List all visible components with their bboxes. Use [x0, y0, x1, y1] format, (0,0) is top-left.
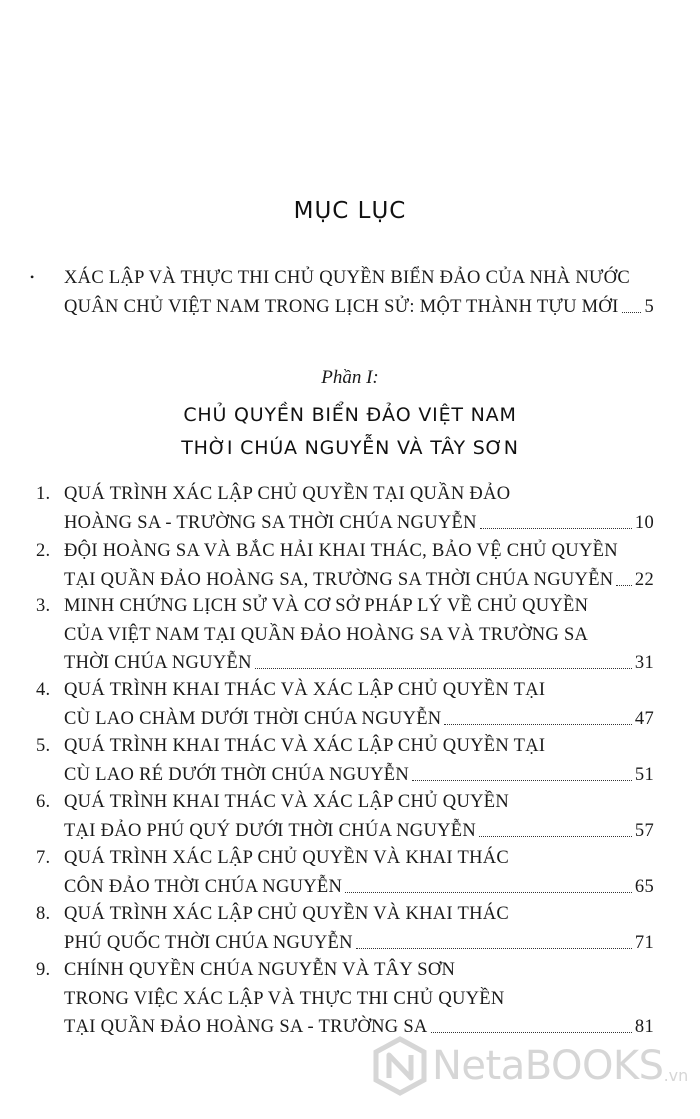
entry-line: QUÁ TRÌNH XÁC LẬP CHỦ QUYỀN VÀ KHAI THÁC	[64, 848, 510, 868]
part-label: Phần I:	[321, 367, 379, 388]
entry-last-line	[64, 297, 654, 318]
page-number: 10	[634, 512, 654, 533]
page-number: 31	[634, 653, 654, 673]
page-title: MỤC LỤC	[293, 198, 407, 224]
entry-last-text: CÙ LAO RÉ DƯỚI THỜI CHÚA NGUYỄN	[64, 764, 409, 785]
entry-line: QUÁ TRÌNH KHAI THÁC VÀ XÁC LẬP CHỦ QUYỀN	[64, 792, 510, 812]
dot-leader	[412, 780, 632, 781]
page-number: 71	[634, 932, 654, 953]
entry-number: 2.	[36, 541, 51, 561]
entry-last-line	[64, 765, 654, 786]
entry-number: 6.	[36, 792, 51, 812]
entry-last-line	[64, 821, 654, 842]
netabooks-logo-icon	[372, 1036, 428, 1096]
entry-number: 9.	[36, 960, 51, 980]
entry-line: CHÍNH QUYỀN CHÚA NGUYỄN VÀ TÂY SƠN	[64, 960, 456, 980]
entry-line: ĐỘI HOÀNG SA VÀ BẮC HẢI KHAI THÁC, BẢO VỆ CHỦ QUYỀN	[64, 541, 618, 561]
entry-last-text: TẠI QUẦN ĐẢO HOÀNG SA, TRƯỜNG SA THỜI CHÚA NGUYỄN	[64, 569, 614, 590]
page-number: 5	[644, 297, 654, 317]
entry-last-text: HOÀNG SA - TRƯỜNG SA THỜI CHÚA NGUYỄN	[64, 512, 477, 533]
part-title-line-2: THỜI CHÚA NGUYỄN VÀ TÂY SƠN	[181, 437, 519, 459]
page-number: 57	[634, 820, 654, 841]
entry-last-text: PHÚ QUỐC THỜI CHÚA NGUYỄN	[64, 932, 353, 953]
dot-leader	[616, 585, 631, 586]
entry-last-text: TẠI ĐẢO PHÚ QUÝ DƯỚI THỜI CHÚA NGUYỄN	[64, 820, 477, 841]
dot-leader	[431, 1032, 632, 1033]
entry-last-line	[64, 570, 654, 591]
entry-line: TRONG VIỆC XÁC LẬP VÀ THỰC THI CHỦ QUYỀN	[64, 988, 505, 1009]
entry-last-line	[64, 513, 654, 534]
part-title-line-1: CHỦ QUYỀN BIỂN ĐẢO VIỆT NAM	[183, 404, 517, 426]
page-number: 51	[634, 764, 654, 785]
entry-last-text: CÔN ĐẢO THỜI CHÚA NGUYỄN	[64, 876, 343, 897]
entry-last-line	[64, 709, 654, 730]
dot-leader	[356, 948, 632, 949]
entry-line: QUÁ TRÌNH XÁC LẬP CHỦ QUYỀN VÀ KHAI THÁC	[64, 904, 510, 924]
dot-leader	[480, 528, 632, 529]
dot-leader	[622, 312, 642, 313]
watermark	[372, 1034, 692, 1098]
watermark-text: NetaBOOKS	[432, 1043, 664, 1089]
entry-number: 1.	[36, 484, 51, 504]
page-number: 65	[634, 876, 654, 897]
entry-number: 5.	[36, 736, 51, 756]
entry-last-text: TẠI QUẦN ĐẢO HOÀNG SA - TRƯỜNG SA	[64, 1017, 428, 1037]
bullet: •	[30, 270, 35, 284]
page-number: 47	[634, 708, 654, 729]
entry-number: 8.	[36, 904, 51, 924]
entry-last-text: QUÂN CHỦ VIỆT NAM TRONG LỊCH SỬ: MỘT THÀNH TỰU MỚI	[64, 297, 619, 317]
dot-leader	[479, 836, 632, 837]
entry-last-line	[64, 653, 654, 674]
dot-leader	[255, 668, 632, 669]
entry-number: 3.	[36, 596, 51, 616]
entry-line: XÁC LẬP VÀ THỰC THI CHỦ QUYỀN BIỂN ĐẢO CỦA NHÀ NƯỚC	[64, 268, 630, 288]
entry-last-line	[64, 877, 654, 898]
entry-line: QUÁ TRÌNH KHAI THÁC VÀ XÁC LẬP CHỦ QUYỀN TẠI	[64, 736, 546, 756]
page-number: 22	[634, 569, 654, 590]
watermark-suffix: .vn	[663, 1065, 689, 1085]
entry-line: QUÁ TRÌNH XÁC LẬP CHỦ QUYỀN TẠI QUẦN ĐẢO	[64, 484, 511, 504]
entry-line: MINH CHỨNG LỊCH SỬ VÀ CƠ SỞ PHÁP LÝ VỀ CHỦ QUYỀN	[64, 596, 589, 616]
entry-last-line	[64, 933, 654, 954]
entry-number: 7.	[36, 848, 51, 868]
entry-number: 4.	[36, 680, 51, 700]
page-number: 81	[634, 1017, 654, 1037]
entry-line: QUÁ TRÌNH KHAI THÁC VÀ XÁC LẬP CHỦ QUYỀN TẠI	[64, 680, 546, 700]
dot-leader	[345, 892, 632, 893]
dot-leader	[444, 724, 631, 725]
entry-last-text: THỜI CHÚA NGUYỄN	[64, 653, 252, 673]
entry-last-text: CÙ LAO CHÀM DƯỚI THỜI CHÚA NGUYỄN	[64, 708, 442, 729]
entry-line: CỦA VIỆT NAM TẠI QUẦN ĐẢO HOÀNG SA VÀ TRƯỜNG SA	[64, 624, 589, 645]
